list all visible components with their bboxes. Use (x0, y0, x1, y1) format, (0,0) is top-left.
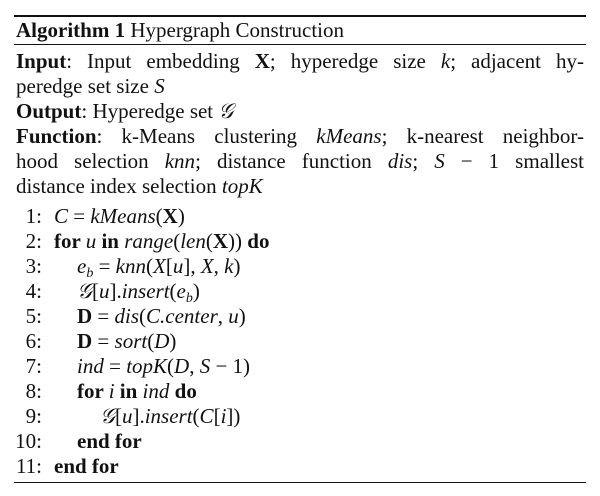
math-text: S (434, 149, 445, 173)
keyword-text: Function (16, 124, 97, 148)
text: ) (169, 329, 177, 353)
text: ; hyperedge size (269, 49, 441, 73)
text: [ (165, 254, 173, 278)
header-line (16, 149, 584, 174)
step-code (77, 354, 250, 379)
math-text: 𝒢 (100, 404, 115, 428)
math-text: k (224, 254, 234, 278)
algorithm-step (0, 229, 586, 254)
text: ( (147, 329, 155, 353)
text: : k-Means clustering (96, 124, 317, 148)
step-code (77, 304, 246, 329)
text: = (103, 354, 127, 378)
keyword-text: do (169, 379, 197, 403)
text: ( (205, 229, 213, 253)
text: ( (167, 354, 175, 378)
text: = (68, 204, 91, 228)
text: , (213, 254, 225, 278)
header-line (16, 124, 584, 149)
keyword-text: for (77, 379, 109, 403)
line-number: 4: (25, 279, 42, 303)
algorithm-step (0, 204, 586, 229)
math-text: dis (114, 304, 140, 328)
math-text: topK (126, 354, 168, 378)
keyword-text: Output (16, 99, 82, 123)
text: ( (169, 279, 177, 303)
keyword-text: D (77, 304, 93, 328)
step-code (77, 429, 142, 454)
keyword-text: in (114, 379, 143, 403)
text: ( (146, 254, 153, 278)
text: hood selection (16, 149, 165, 173)
math-text: 𝒢 (77, 279, 92, 303)
text: ) (177, 204, 185, 228)
math-text: e (77, 254, 87, 278)
line-number: 3: (25, 254, 42, 278)
math-text: knn (164, 149, 196, 173)
math-text: C.center (146, 304, 218, 328)
step-code (54, 229, 269, 254)
text: ( (192, 404, 200, 428)
header-line (16, 99, 584, 124)
math-text: kMeans (316, 124, 382, 148)
text: ( (155, 204, 163, 228)
text: : Hyperedge set (81, 99, 219, 123)
keyword-text: end for (54, 454, 119, 478)
math-text: u (98, 279, 110, 303)
text: = (92, 329, 115, 353)
algorithm-step (0, 254, 586, 279)
line-number: 9: (25, 404, 42, 428)
keyword-text: for (54, 229, 86, 253)
keyword-text: in (96, 229, 125, 253)
keyword-text: X (254, 49, 270, 73)
math-text: insert (121, 279, 170, 303)
step-code (54, 204, 185, 229)
text: − 1 smallest (444, 149, 585, 173)
text: , (217, 304, 229, 328)
text: : Input embedding (66, 49, 255, 73)
math-text: range (124, 229, 174, 253)
math-text: C (54, 204, 69, 228)
algorithm-step (0, 404, 586, 429)
math-text: knn (115, 254, 146, 278)
step-code (54, 454, 119, 479)
line-number: 7: (25, 354, 42, 378)
math-text: u (85, 229, 97, 253)
math-text: sort (114, 329, 148, 353)
math-text: u (228, 304, 239, 328)
text: ]) (226, 404, 241, 428)
algorithm-step (0, 329, 586, 354)
line-number: 11: (15, 454, 42, 478)
title-rule (14, 44, 586, 45)
math-text: 𝒢 (218, 99, 234, 123)
text: [ (114, 404, 122, 428)
text: , (189, 354, 200, 378)
math-text: C (199, 404, 214, 428)
step-code (77, 329, 176, 354)
text: ]. (132, 404, 145, 428)
math-text: i (220, 404, 227, 428)
text: )) (228, 229, 248, 253)
math-text: u (172, 254, 184, 278)
math-text: len (180, 229, 206, 253)
header-line (16, 49, 584, 74)
line-number: 5: (25, 304, 42, 328)
math-text: u (121, 404, 133, 428)
algorithm-step (0, 354, 586, 379)
algorithm-title (16, 18, 344, 43)
keyword-text: end for (77, 429, 142, 453)
text: ) (238, 304, 246, 328)
text: ( (139, 304, 147, 328)
math-text: S (199, 354, 211, 378)
step-code (77, 379, 197, 404)
keyword-text: Input (16, 49, 67, 73)
math-text: S (154, 74, 165, 98)
algorithm-step (0, 279, 586, 304)
keyword-text: do (247, 229, 270, 253)
text: ( (173, 229, 181, 253)
line-number: 2: (25, 229, 42, 253)
math-text: b (185, 291, 193, 306)
keyword-text: D (77, 329, 93, 353)
text: [ (91, 279, 99, 303)
text: ) (233, 254, 241, 278)
math-text: X (153, 254, 166, 278)
algorithm-name: Hypergraph Construction (130, 18, 344, 42)
math-text: dis (387, 149, 413, 173)
step-code (100, 404, 240, 429)
text: distance index selection (16, 174, 222, 198)
header-line (16, 174, 584, 199)
bottom-rule (14, 482, 586, 483)
math-text: topK (221, 174, 263, 198)
algorithm-step (0, 454, 586, 479)
math-text: D (174, 354, 190, 378)
math-text: D (154, 329, 170, 353)
algorithm-step (0, 379, 586, 404)
text: ]. (109, 279, 122, 303)
line-number: 8: (25, 379, 42, 403)
text: ; distance function (195, 149, 388, 173)
algorithm-label: Algorithm 1 (16, 18, 126, 42)
line-number: 10: (15, 429, 42, 453)
text: ; adjacent hy- (450, 49, 584, 73)
text: ; (412, 149, 435, 173)
math-text: b (86, 266, 94, 281)
math-text: e (176, 279, 186, 303)
keyword-text: X (212, 229, 229, 253)
math-text: insert (144, 404, 193, 428)
math-text: i (108, 379, 115, 403)
header-line (16, 74, 584, 99)
algorithm-step (0, 429, 586, 454)
line-number: 1: (25, 204, 42, 228)
text: [ (213, 404, 221, 428)
keyword-text: X (162, 204, 178, 228)
text: = (93, 254, 116, 278)
line-number: 6: (25, 329, 42, 353)
top-rule (14, 15, 586, 17)
algorithm-step (0, 304, 586, 329)
math-text: k (440, 49, 451, 73)
text: ], (183, 254, 201, 278)
math-text: X (200, 254, 214, 278)
text: ; k-nearest neighbor- (381, 124, 585, 148)
text: peredge set size (16, 74, 155, 98)
text: ) (192, 279, 200, 303)
math-text: kMeans (90, 204, 156, 228)
math-text: ind (77, 354, 104, 378)
text: − 1) (210, 354, 251, 378)
math-text: ind (142, 379, 170, 403)
text: = (92, 304, 115, 328)
